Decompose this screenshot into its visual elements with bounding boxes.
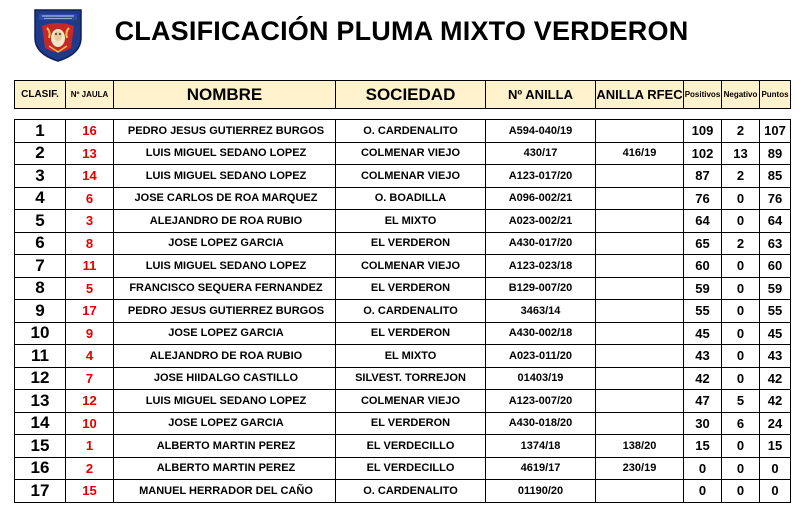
ring-cell: A430-002/18 bbox=[486, 322, 596, 345]
col-header-sociedad: SOCIEDAD bbox=[336, 81, 486, 109]
name-cell: JOSE LOPEZ GARCIA bbox=[114, 412, 336, 435]
col-header-anilla-rfec: ANILLA RFEC bbox=[596, 81, 684, 109]
rfec-ring-cell bbox=[596, 322, 684, 345]
points-cell: 89 bbox=[760, 142, 791, 165]
positives-cell: 64 bbox=[684, 210, 722, 233]
cage-number-cell: 8 bbox=[66, 232, 114, 255]
table-body bbox=[15, 120, 791, 503]
table-row bbox=[15, 367, 791, 390]
spacer-cell bbox=[15, 109, 791, 120]
society-cell: EL VERDERON bbox=[336, 322, 486, 345]
cage-number-cell: 10 bbox=[66, 412, 114, 435]
negatives-cell: 0 bbox=[722, 210, 760, 233]
points-cell: 43 bbox=[760, 345, 791, 368]
positives-cell: 87 bbox=[684, 165, 722, 188]
name-cell: LUIS MIGUEL SEDANO LOPEZ bbox=[114, 255, 336, 278]
cage-number-cell: 14 bbox=[66, 165, 114, 188]
rfec-ring-cell bbox=[596, 232, 684, 255]
rfec-ring-cell bbox=[596, 345, 684, 368]
rank-cell: 10 bbox=[15, 322, 66, 345]
table-row bbox=[15, 322, 791, 345]
name-cell: ALEJANDRO DE ROA RUBIO bbox=[114, 345, 336, 368]
points-cell: 0 bbox=[760, 480, 791, 503]
ring-cell: A023-011/20 bbox=[486, 345, 596, 368]
page-title-text: CLASIFICACIÓN PLUMA MIXTO VERDERON bbox=[114, 16, 689, 46]
positives-cell: 59 bbox=[684, 277, 722, 300]
positives-cell: 0 bbox=[684, 480, 722, 503]
rank-cell: 5 bbox=[15, 210, 66, 233]
society-cell: SILVEST. TORREJON bbox=[336, 367, 486, 390]
rfec-ring-cell bbox=[596, 165, 684, 188]
rfec-ring-cell bbox=[596, 367, 684, 390]
table-header-row bbox=[15, 81, 791, 109]
negatives-cell: 0 bbox=[722, 255, 760, 278]
cage-number-cell: 3 bbox=[66, 210, 114, 233]
ring-cell: 4619/17 bbox=[486, 457, 596, 480]
society-cell: EL VERDERON bbox=[336, 412, 486, 435]
cage-number-cell: 2 bbox=[66, 457, 114, 480]
rfec-ring-cell bbox=[596, 300, 684, 323]
ring-cell: 430/17 bbox=[486, 142, 596, 165]
name-cell: FRANCISCO SEQUERA FERNANDEZ bbox=[114, 277, 336, 300]
table-row bbox=[15, 142, 791, 165]
rfec-ring-cell bbox=[596, 480, 684, 503]
rank-cell: 1 bbox=[15, 120, 66, 143]
negatives-cell: 0 bbox=[722, 322, 760, 345]
society-cell: EL VERDECILLO bbox=[336, 457, 486, 480]
society-cell: O. BOADILLA bbox=[336, 187, 486, 210]
points-cell: 63 bbox=[760, 232, 791, 255]
col-header-nombre: NOMBRE bbox=[114, 81, 336, 109]
rank-cell: 2 bbox=[15, 142, 66, 165]
ring-cell: A594-040/19 bbox=[486, 120, 596, 143]
negatives-cell: 5 bbox=[722, 390, 760, 413]
name-cell: LUIS MIGUEL SEDANO LOPEZ bbox=[114, 390, 336, 413]
table-row bbox=[15, 165, 791, 188]
society-cell: EL VERDECILLO bbox=[336, 435, 486, 458]
col-header-negativo: Negativo bbox=[722, 81, 760, 109]
cage-number-cell: 13 bbox=[66, 142, 114, 165]
table-row bbox=[15, 435, 791, 458]
points-cell: 42 bbox=[760, 390, 791, 413]
ring-cell: 1374/18 bbox=[486, 435, 596, 458]
points-cell: 64 bbox=[760, 210, 791, 233]
positives-cell: 45 bbox=[684, 322, 722, 345]
name-cell: PEDRO JESUS GUTIERREZ BURGOS bbox=[114, 300, 336, 323]
ring-cell: A023-002/21 bbox=[486, 210, 596, 233]
cage-number-cell: 5 bbox=[66, 277, 114, 300]
positives-cell: 55 bbox=[684, 300, 722, 323]
negatives-cell: 0 bbox=[722, 187, 760, 210]
points-cell: 55 bbox=[760, 300, 791, 323]
society-cell: COLMENAR VIEJO bbox=[336, 255, 486, 278]
table-row bbox=[15, 345, 791, 368]
cage-number-cell: 12 bbox=[66, 390, 114, 413]
society-cell: EL MIXTO bbox=[336, 210, 486, 233]
rfec-ring-cell bbox=[596, 255, 684, 278]
points-cell: 45 bbox=[760, 322, 791, 345]
positives-cell: 60 bbox=[684, 255, 722, 278]
table-row bbox=[15, 300, 791, 323]
cage-number-cell: 15 bbox=[66, 480, 114, 503]
table-row bbox=[15, 480, 791, 503]
rfec-ring-cell bbox=[596, 412, 684, 435]
classification-table bbox=[14, 80, 791, 503]
points-cell: 60 bbox=[760, 255, 791, 278]
society-cell: COLMENAR VIEJO bbox=[336, 390, 486, 413]
society-cell: COLMENAR VIEJO bbox=[336, 165, 486, 188]
negatives-cell: 0 bbox=[722, 457, 760, 480]
positives-cell: 0 bbox=[684, 457, 722, 480]
points-cell: 85 bbox=[760, 165, 791, 188]
ring-cell: A123-007/20 bbox=[486, 390, 596, 413]
table-row bbox=[15, 187, 791, 210]
rank-cell: 15 bbox=[15, 435, 66, 458]
positives-cell: 109 bbox=[684, 120, 722, 143]
rfec-ring-cell bbox=[596, 277, 684, 300]
cage-number-cell: 9 bbox=[66, 322, 114, 345]
points-cell: 59 bbox=[760, 277, 791, 300]
ring-cell: 3463/14 bbox=[486, 300, 596, 323]
cage-number-cell: 11 bbox=[66, 255, 114, 278]
col-header-puntos: Puntos bbox=[760, 81, 791, 109]
name-cell: ALEJANDRO DE ROA RUBIO bbox=[114, 210, 336, 233]
name-cell: JOSE CARLOS DE ROA MARQUEZ bbox=[114, 187, 336, 210]
cage-number-cell: 4 bbox=[66, 345, 114, 368]
rank-cell: 13 bbox=[15, 390, 66, 413]
positives-cell: 43 bbox=[684, 345, 722, 368]
ring-cell: A430-017/20 bbox=[486, 232, 596, 255]
negatives-cell: 0 bbox=[722, 367, 760, 390]
rank-cell: 11 bbox=[15, 345, 66, 368]
table-row bbox=[15, 277, 791, 300]
header-spacer-row bbox=[15, 109, 791, 120]
table-row bbox=[15, 255, 791, 278]
society-cell: COLMENAR VIEJO bbox=[336, 142, 486, 165]
name-cell: JOSE LOPEZ GARCIA bbox=[114, 322, 336, 345]
col-header-anilla: Nº ANILLA bbox=[486, 81, 596, 109]
rank-cell: 16 bbox=[15, 457, 66, 480]
rfec-ring-cell bbox=[596, 187, 684, 210]
rank-cell: 9 bbox=[15, 300, 66, 323]
points-cell: 24 bbox=[760, 412, 791, 435]
cage-number-cell: 1 bbox=[66, 435, 114, 458]
cage-number-cell: 16 bbox=[66, 120, 114, 143]
positives-cell: 65 bbox=[684, 232, 722, 255]
points-cell: 0 bbox=[760, 457, 791, 480]
positives-cell: 102 bbox=[684, 142, 722, 165]
rfec-ring-cell bbox=[596, 120, 684, 143]
table-row bbox=[15, 120, 791, 143]
table-row bbox=[15, 390, 791, 413]
col-header-jaula: Nº JAULA bbox=[66, 81, 114, 109]
cage-number-cell: 7 bbox=[66, 367, 114, 390]
negatives-cell: 2 bbox=[722, 120, 760, 143]
rank-cell: 4 bbox=[15, 187, 66, 210]
positives-cell: 30 bbox=[684, 412, 722, 435]
rfec-ring-cell: 138/20 bbox=[596, 435, 684, 458]
negatives-cell: 0 bbox=[722, 435, 760, 458]
society-cell: O. CARDENALITO bbox=[336, 120, 486, 143]
rank-cell: 3 bbox=[15, 165, 66, 188]
col-header-clasif: CLASIF. bbox=[15, 81, 66, 109]
society-cell: EL VERDERON bbox=[336, 277, 486, 300]
positives-cell: 42 bbox=[684, 367, 722, 390]
society-cell: EL MIXTO bbox=[336, 345, 486, 368]
negatives-cell: 6 bbox=[722, 412, 760, 435]
rank-cell: 12 bbox=[15, 367, 66, 390]
ring-cell: 01403/19 bbox=[486, 367, 596, 390]
table-row bbox=[15, 457, 791, 480]
points-cell: 76 bbox=[760, 187, 791, 210]
rfec-ring-cell bbox=[596, 390, 684, 413]
name-cell: ALBERTO MARTIN PEREZ bbox=[114, 457, 336, 480]
cage-number-cell: 6 bbox=[66, 187, 114, 210]
rank-cell: 8 bbox=[15, 277, 66, 300]
positives-cell: 76 bbox=[684, 187, 722, 210]
society-cell: O. CARDENALITO bbox=[336, 300, 486, 323]
society-cell: EL VERDERON bbox=[336, 232, 486, 255]
ring-cell: A430-018/20 bbox=[486, 412, 596, 435]
name-cell: ALBERTO MARTIN PEREZ bbox=[114, 435, 336, 458]
negatives-cell: 0 bbox=[722, 345, 760, 368]
name-cell: JOSE LOPEZ GARCIA bbox=[114, 232, 336, 255]
rank-cell: 6 bbox=[15, 232, 66, 255]
ring-cell: A123-023/18 bbox=[486, 255, 596, 278]
table-row bbox=[15, 232, 791, 255]
society-cell: O. CARDENALITO bbox=[336, 480, 486, 503]
ring-cell: A123-017/20 bbox=[486, 165, 596, 188]
negatives-cell: 13 bbox=[722, 142, 760, 165]
rank-cell: 17 bbox=[15, 480, 66, 503]
table-row bbox=[15, 412, 791, 435]
negatives-cell: 0 bbox=[722, 480, 760, 503]
rank-cell: 7 bbox=[15, 255, 66, 278]
negatives-cell: 2 bbox=[722, 232, 760, 255]
name-cell: PEDRO JESUS GUTIERREZ BURGOS bbox=[114, 120, 336, 143]
ring-cell: A096-002/21 bbox=[486, 187, 596, 210]
rfec-ring-cell bbox=[596, 210, 684, 233]
page-title bbox=[0, 16, 803, 47]
rfec-ring-cell: 230/19 bbox=[596, 457, 684, 480]
positives-cell: 15 bbox=[684, 435, 722, 458]
table-row bbox=[15, 210, 791, 233]
negatives-cell: 0 bbox=[722, 300, 760, 323]
col-header-positivos: Positivos bbox=[684, 81, 722, 109]
name-cell: LUIS MIGUEL SEDANO LOPEZ bbox=[114, 142, 336, 165]
points-cell: 42 bbox=[760, 367, 791, 390]
negatives-cell: 2 bbox=[722, 165, 760, 188]
rfec-ring-cell: 416/19 bbox=[596, 142, 684, 165]
negatives-cell: 0 bbox=[722, 277, 760, 300]
ring-cell: B129-007/20 bbox=[486, 277, 596, 300]
name-cell: MANUEL HERRADOR DEL CAÑO bbox=[114, 480, 336, 503]
cage-number-cell: 17 bbox=[66, 300, 114, 323]
points-cell: 107 bbox=[760, 120, 791, 143]
name-cell: JOSE HIIDALGO CASTILLO bbox=[114, 367, 336, 390]
name-cell: LUIS MIGUEL SEDANO LOPEZ bbox=[114, 165, 336, 188]
rank-cell: 14 bbox=[15, 412, 66, 435]
points-cell: 15 bbox=[760, 435, 791, 458]
ring-cell: 01190/20 bbox=[486, 480, 596, 503]
positives-cell: 47 bbox=[684, 390, 722, 413]
